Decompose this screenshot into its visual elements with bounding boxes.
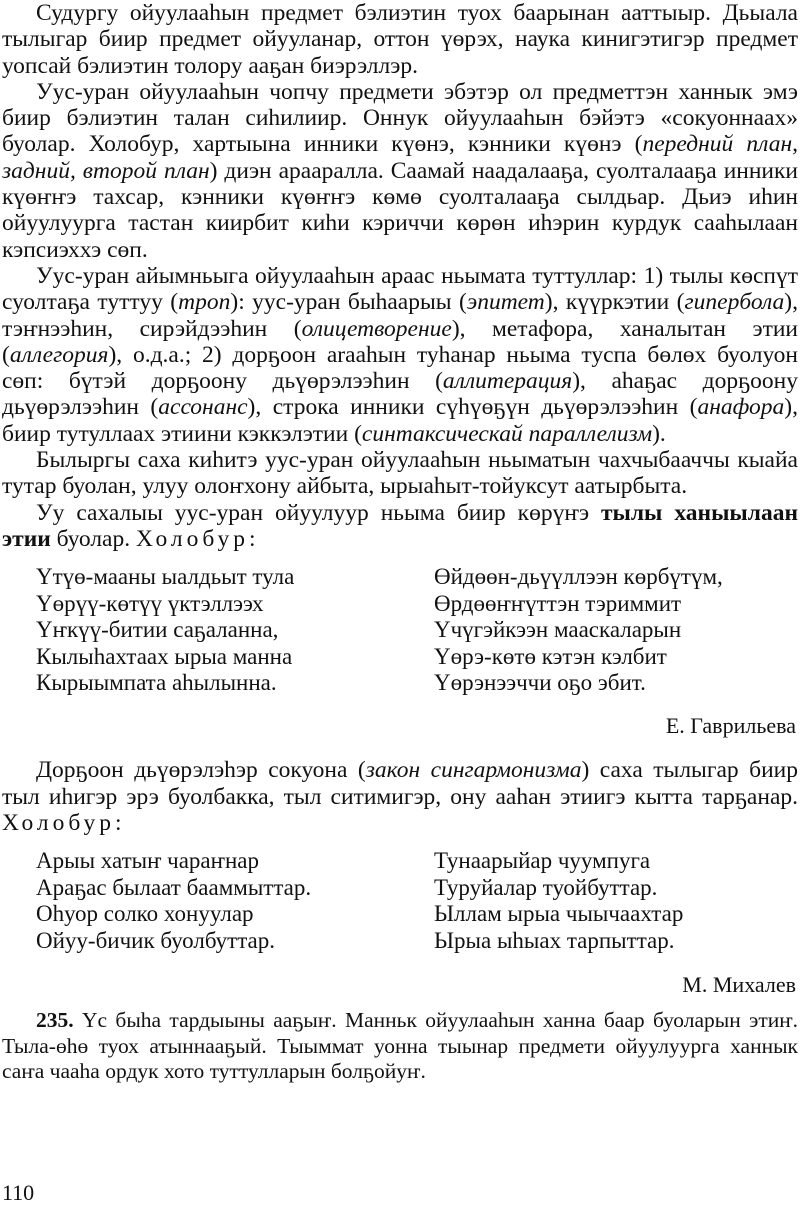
exercise-number: 235. — [36, 1008, 74, 1033]
p3-text: Уус-уран айымньыга ойуулааһын араас ньымата туттуллар: 1) тылы көспүт суолтаҕа туттуу ( — [2, 262, 798, 316]
paragraph-1: Судургу ойуулааһын предмет бэлиэтин туох баарынан ааттыыр. Дьыала тылыгар биир предмет ойууланар, оттон үөрэх, наука кинигэтигэр предмет уопсай бэлиэтин толору ааҕан биэрэллэр. — [2, 0, 798, 79]
poem-line: Үөрэнээччи оҕо эбит. — [434, 670, 646, 696]
p3-text: ): уус-уран быһаарыы ( — [230, 289, 467, 316]
p3-term: эпитет — [466, 289, 545, 316]
poem-1-author: Е. Гаврильева — [665, 713, 796, 739]
poem-line: Үтүө-мааны ыалдьыт тула — [36, 564, 295, 590]
p3-text: ), метафора, ханалытан этии ( — [2, 315, 798, 368]
poem-1-right-column — [434, 564, 723, 699]
poem-line: Үөрэ-көтө кэтэн кэлбит — [434, 643, 667, 669]
paragraph-6 — [2, 757, 798, 836]
p3-text: ), күүркэтии ( — [544, 289, 685, 316]
poem-1-left-column — [36, 564, 434, 699]
p6-text: Дорҕоон дьүөрэлэһэр сокуона ( — [36, 757, 366, 784]
poem-line: Өрдөөҥҥүттэн тэриммит — [434, 590, 682, 616]
poem-line: Тунаарыйар чуумпуга — [434, 848, 651, 874]
paragraph-2 — [2, 79, 798, 263]
p6-example-label: Холобур: — [2, 809, 126, 836]
poem-line: Үҥкүү-битии саҕаланна, — [36, 617, 279, 643]
paragraph-5 — [2, 500, 798, 553]
p3-term: аллегория — [9, 341, 109, 368]
poem-line: Оһуор солко хонуулар — [36, 901, 254, 927]
poem-2 — [2, 848, 798, 958]
p3-text: ), о.д.а.; 2) дорҕоон araаһын туһанар ньыма туспа бөлөх буолуон сөп: бүтэй дорҕоону дьүөрэлээһин ( — [2, 341, 798, 395]
poem-line: Араҕас былаат бааммыттар. — [36, 874, 312, 900]
poem-line: Өйдөөн-дьүүллээн көрбүтүм, — [434, 564, 723, 590]
poem-1 — [2, 564, 798, 699]
paragraph-4: Былыргы саха киһитэ уус-уран ойуулааһын ньыматын чахчыбааччы кыайа тутар буолан, улуу олоҥхону айбыта, ырыаһыт-тойуксут аатырбыта. — [2, 447, 798, 500]
p5-example-label: Холобур: — [135, 525, 260, 552]
poem-line: Үөрүү-көтүү үктэллээх — [36, 590, 264, 616]
paragraph-3 — [2, 263, 798, 447]
p6-text: ) саха тылыгар биир тыл иһигэр эрэ буолбакка, тыл ситимигэр, ону ааһан этиигэ кытта тарҕанар. — [2, 757, 798, 810]
poem-line: Кылыһахтаах ырыа манна — [36, 643, 293, 669]
exercise-235 — [2, 1008, 798, 1085]
p5-bold-term: тылы ханыылаан этии — [2, 499, 798, 552]
p6-term: закон сингармонизма — [365, 757, 582, 784]
p5-text: буолар. — [50, 525, 136, 552]
paragraph-2-text-b: ) диэн арааралла. Саамай наадалааҕа, суолталааҕа инники күөҥҥэ тахсар, кэнники күөҥҥэ көмө суолталааҕа сылдьар. Дьиэ иһин ойуулуурга тастан киирбит киһи кэриччи көрөн иһэрин курдук сааһылаан кэпсиэххэ сөп. — [2, 157, 798, 263]
p3-text: ). — [652, 420, 666, 447]
page-number: 110 — [2, 1180, 35, 1205]
poem-line: Ойуу-бичик буолбуттар. — [36, 927, 275, 953]
poem-line: Ырыа ыһыах тарпыттар. — [434, 927, 675, 953]
p3-term: гипербола — [684, 289, 785, 316]
book-page — [2, 0, 798, 1085]
poem-line: Үчүгэйкээн мааскаларын — [434, 617, 682, 643]
p3-term: анафора — [697, 394, 785, 421]
exercise-text: Үс быһа тардыыны ааҕыҥ. Манньк ойуулааһын ханна баар буоларын этиҥ. Тыла-өһө туох атыннааҕый. Тыыммат уонна тыынар предмети ойуулуурга ханнык саҥа чааһа ордук хото туттулларын болҕойуҥ. — [2, 1008, 798, 1084]
p3-text: ), тэҥнээһин, сирэйдээһин ( — [2, 289, 798, 342]
p3-term: троп — [178, 289, 231, 316]
poem-2-right-column — [434, 848, 683, 958]
p5-text: Уу сахалыы уус-уран ойуулуур ньыма биир көрүҥэ — [36, 499, 601, 526]
p3-term: олицетворение — [301, 315, 452, 342]
poem-2-left-column — [36, 848, 434, 958]
p3-term: ассонанс — [158, 394, 248, 421]
p3-term: синтаксическай параллелизм — [361, 420, 653, 447]
paragraph-2-italic: передний план, задний, второй план — [2, 131, 798, 184]
p3-text: ), строка инники сүһүөҕүн дьүөрэлээһин ( — [247, 394, 698, 421]
paragraph-2-text-a: Уус-уран ойуулааһын чопчу предмети эбэтэр ол предметтэн ханнык эмэ биир бэлиэтин талан сиһилиир. Оннук ойуулааһын бэйэтэ «сокуоннаах» буолар. Холобур, хартыына инники күөнэ, кэнники күөнэ ( — [2, 78, 798, 158]
poem-line: Арыы хатыҥ чараҥнар — [36, 848, 259, 874]
poem-line: Ыллам ырыа чыычаахтар — [434, 901, 684, 927]
p3-text: ), аһаҕас дорҕоону дьүөрэлээһин ( — [2, 368, 798, 421]
p3-text: ), биир тутуллаах этиини кэккэлэтии ( — [2, 394, 798, 447]
poem-line: Кырыымпата аһылынна. — [36, 670, 277, 696]
poem-line: Туруйалар туойбуттар. — [434, 874, 658, 900]
p3-term: аллитерация — [442, 368, 573, 395]
poem-2-author: М. Михалев — [682, 972, 796, 998]
